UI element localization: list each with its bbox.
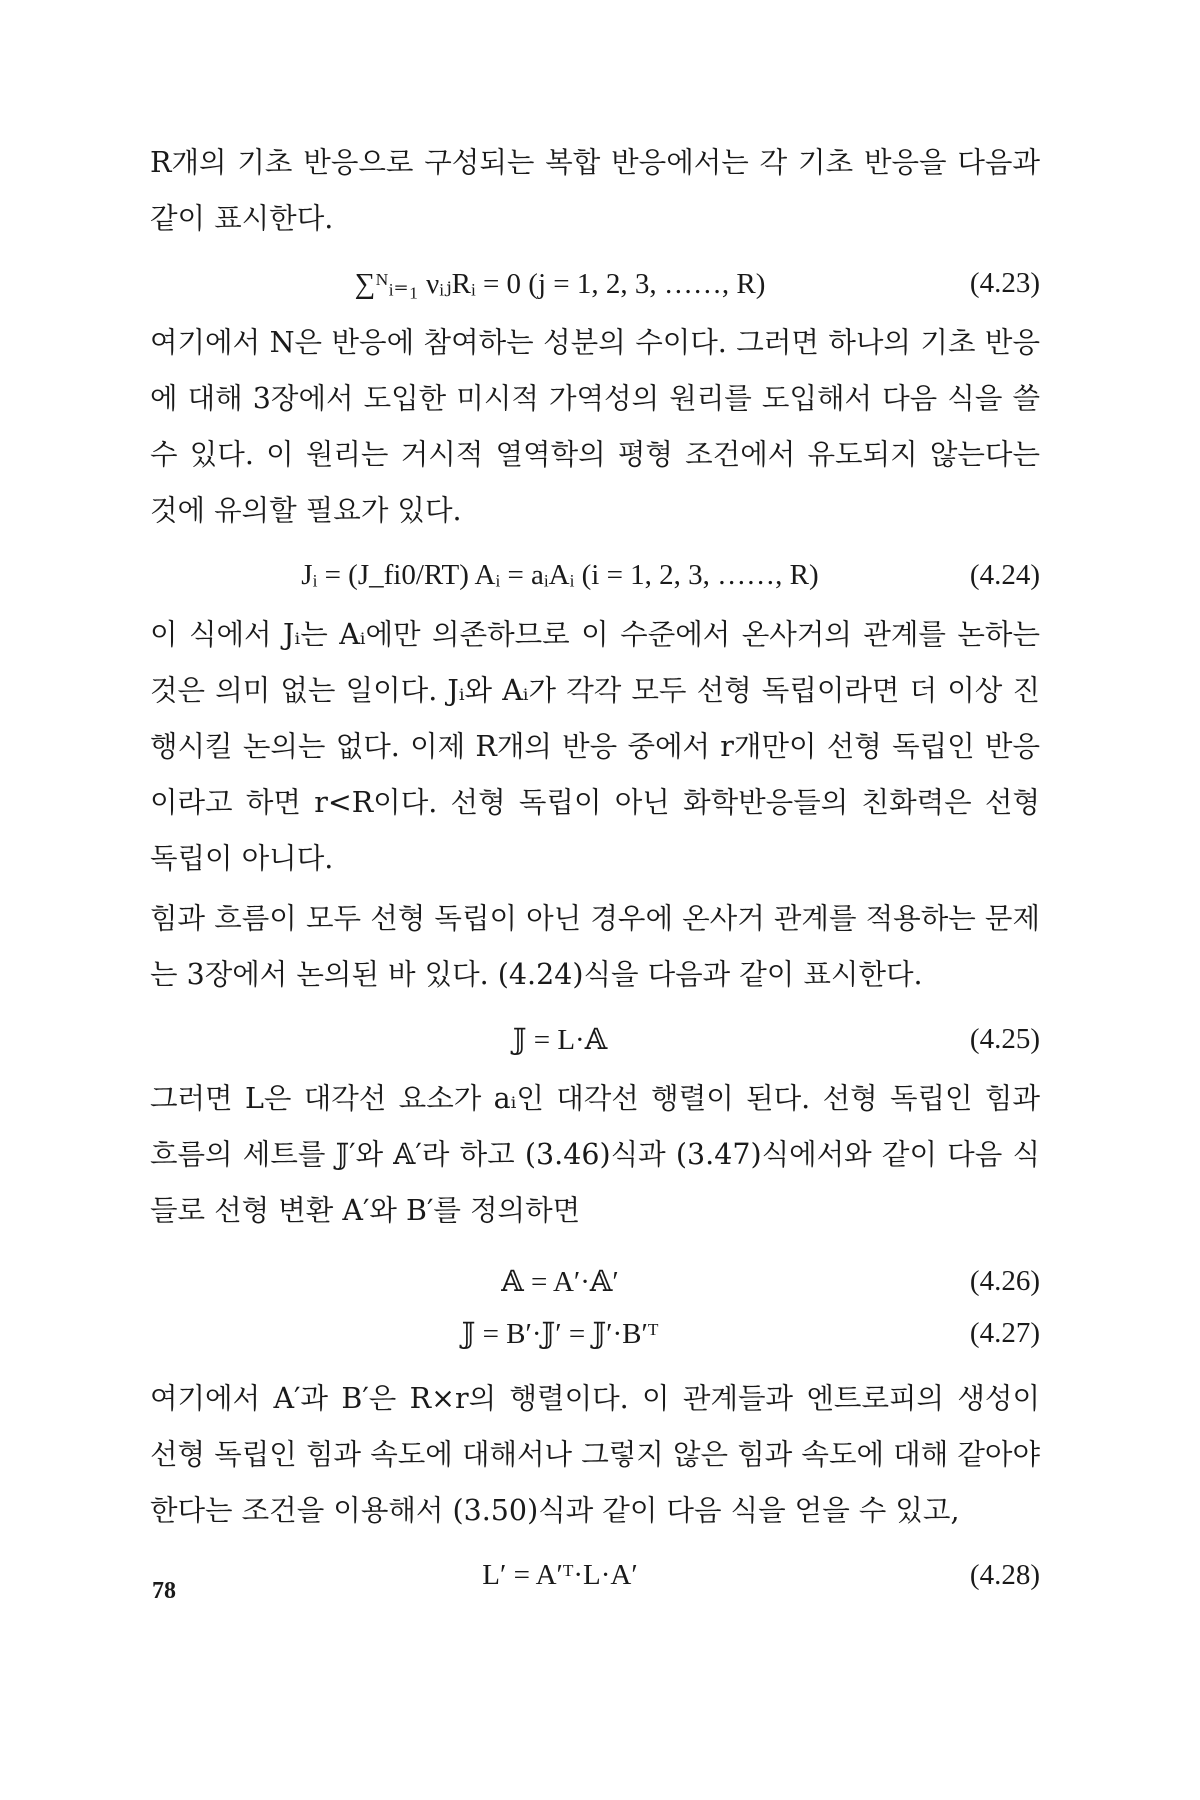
paragraph: 그러면 L은 대각선 요소가 aᵢ인 대각선 행렬이 된다. 선형 독립인 힘과 흐름의 세트를 𝕁′와 𝔸′라 하고 (3.46)식과 (3.47)식에서와 같이 다음 식들로 선형 변환 A′와 B′를 정의하면: [150, 1082, 1040, 1227]
paragraph: 여기에서 N은 반응에 참여하는 성분의 수이다. 그러면 하나의 기초 반응에 대해 3장에서 도입한 미시적 가역성의 원리를 도입해서 다음 식을 쓸 수 있다. 이 원리는 거시적 열역학의 평형 조건에서 유도되지 않는다는 것에 유의할 필요가 있다.: [150, 326, 1040, 527]
paragraph: 이 식에서 Jᵢ는 Aᵢ에만 의존하므로 이 수준에서 온사거의 관계를 논하는 것은 의미 없는 일이다. Jᵢ와 Aᵢ가 각각 모두 선형 독립이라면 더 이상 진행시킬 논의는 없다. 이제 R개의 반응 중에서 r개만이 선형 독립인 반응이라고 하면 r<R이다. 선형 독립이 아닌 화학반응들의 친화력은 선형 독립이 아니다.: [150, 618, 1040, 875]
page-content: [150, 135, 1040, 1607]
equation-expression: Jᵢ = (J_fi0/RT) Aᵢ = aᵢAᵢ (i = 1, 2, 3, ……, R): [301, 558, 819, 591]
equation-number: (4.27): [969, 1316, 1040, 1349]
equation-4-25: [150, 1007, 1040, 1071]
equation-expression: ∑ᴺᵢ₌₁ νᵢⱼRᵢ = 0 (j = 1, 2, 3, ……, R): [354, 267, 766, 300]
equation-4-26: [150, 1255, 1040, 1307]
page-number: 78: [152, 1578, 176, 1604]
paragraph: R개의 기초 반응으로 구성되는 복합 반응에서는 각 기초 반응을 다음과 같이 표시한다.: [150, 146, 1040, 235]
equation-4-23: [150, 251, 1040, 315]
equation-expression: 𝔸 = A′·𝔸′: [501, 1265, 619, 1298]
equation-expression: 𝕁 = B′·𝕁′ = 𝕁′·B′ᵀ: [461, 1317, 659, 1350]
paragraph: 힘과 흐름이 모두 선형 독립이 아닌 경우에 온사거 관계를 적용하는 문제는 3장에서 논의된 바 있다. (4.24)식을 다음과 같이 표시한다.: [150, 902, 1040, 991]
equation-4-24: [150, 543, 1040, 607]
equation-4-27: [150, 1307, 1040, 1359]
equation-number: (4.24): [969, 558, 1040, 591]
paragraph: 여기에서 A′과 B′은 R×r의 행렬이다. 이 관계들과 엔트로피의 생성이 선형 독립인 힘과 속도에 대해서나 그렇지 않은 힘과 속도에 대해 같아야 한다는 조건을 이용해서 (3.50)식과 같이 다음 식을 얻을 수 있고,: [150, 1382, 1040, 1527]
equation-number: (4.26): [969, 1264, 1040, 1297]
equation-4-28: [150, 1543, 1040, 1607]
equation-expression: L′ = A′ᵀ·L·A′: [482, 1558, 638, 1591]
equation-number: (4.25): [969, 1022, 1040, 1055]
equation-number: (4.23): [969, 266, 1040, 299]
equation-number: (4.28): [969, 1558, 1040, 1591]
equation-expression: 𝕁 = L·𝔸: [512, 1023, 608, 1056]
